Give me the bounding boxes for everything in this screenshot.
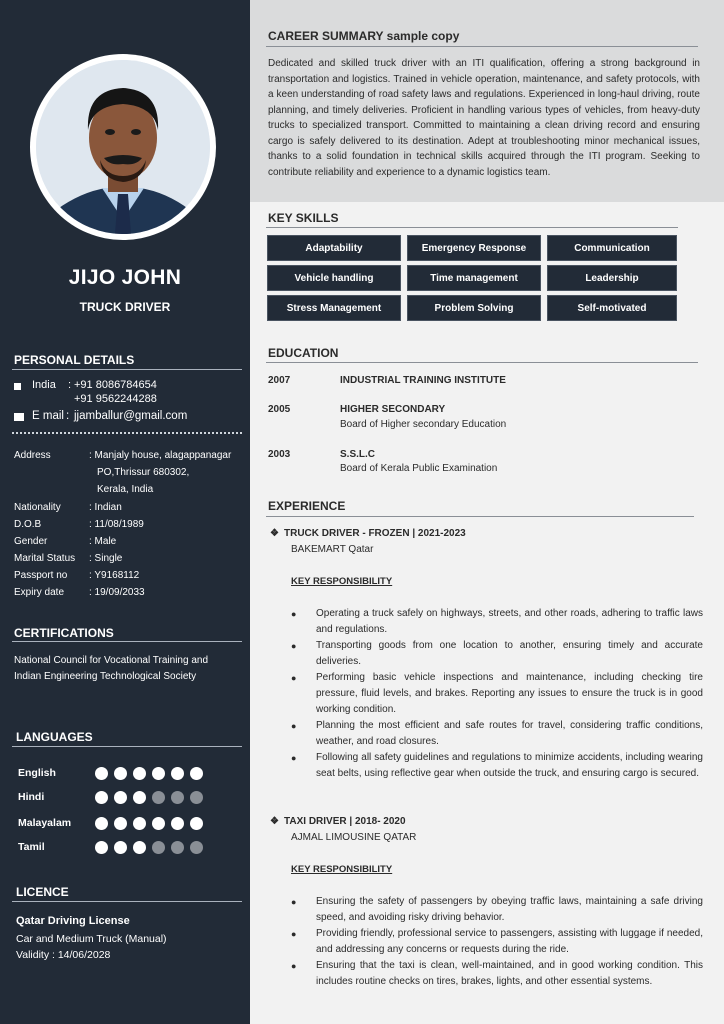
proficiency-dot — [133, 791, 146, 804]
responsibility-heading: KEY RESPONSIBILITY — [291, 864, 393, 875]
education-year: 2007 — [268, 375, 291, 386]
licence-type: Car and Medium Truck (Manual) — [16, 933, 167, 945]
proficiency-dot — [95, 841, 108, 854]
proficiency-dot — [114, 841, 127, 854]
detail-row: PO,Thrissur 680302, — [97, 467, 190, 478]
job-title: ❖ TRUCK DRIVER - FROZEN | 2021-2023 — [270, 528, 466, 539]
proficiency-dot — [114, 767, 127, 780]
detail-row: Marital Status : Single — [14, 553, 123, 564]
languages-heading: LANGUAGES — [16, 730, 93, 744]
education-title: HIGHER SECONDARY — [340, 404, 446, 415]
phone-icon — [14, 383, 21, 390]
responsibility-list — [291, 894, 703, 990]
licence-title: Qatar Driving License — [16, 915, 130, 927]
skills-heading: KEY SKILLS — [268, 211, 339, 225]
email-row — [14, 410, 187, 422]
proficiency-dot — [133, 841, 146, 854]
list-item: ● Ensuring that the taxi is clean, well-maintained, and in good working condition. This includes routine checks on tires, brakes, lights, and other essential systems. — [291, 958, 703, 990]
skill-badge: Emergency Response — [407, 235, 541, 261]
language-rating — [95, 817, 203, 830]
proficiency-dot — [190, 767, 203, 780]
divider — [266, 516, 694, 517]
proficiency-dot — [190, 841, 203, 854]
list-item: ● Operating a truck safely on highways, streets, and other roads, adhering to traffic laws and regulations. — [291, 606, 703, 638]
detail-row: Gender : Male — [14, 536, 117, 547]
education-title: S.S.L.C — [340, 449, 376, 460]
proficiency-dot — [133, 767, 146, 780]
candidate-name: JIJO JOHN — [68, 266, 182, 289]
divider — [12, 746, 242, 747]
skill-badge: Self-motivated — [547, 295, 677, 321]
language-rating — [95, 791, 203, 804]
proficiency-dot — [152, 841, 165, 854]
job-company: AJMAL LIMOUSINE QATAR — [291, 832, 417, 843]
phone-number-1[interactable]: +91 8086784654 — [74, 379, 157, 391]
education-board: Board of Higher secondary Education — [340, 419, 507, 430]
skills-grid — [267, 235, 675, 321]
divider — [266, 362, 698, 363]
list-item: ● Following all safety guidelines and regulations to minimize accidents, including wearing seat belts, using reflective gear when outside the truck, and ensuring cargo is secured. — [291, 750, 703, 782]
responsibility-heading: KEY RESPONSIBILITY — [291, 576, 393, 587]
language-name: Hindi — [18, 791, 45, 803]
education-year: 2005 — [268, 404, 291, 415]
diamond-icon: ❖ — [270, 816, 279, 827]
detail-row: Kerala, India — [97, 484, 154, 495]
language-name: English — [18, 767, 56, 779]
email-sep: : — [66, 410, 70, 422]
detail-row: Address : Manjaly house, alagappanagar — [14, 450, 232, 461]
education-heading: EDUCATION — [268, 346, 339, 360]
proficiency-dot — [114, 791, 127, 804]
education-title: INDUSTRIAL TRAINING INSTITUTE — [340, 375, 506, 386]
proficiency-dot — [95, 817, 108, 830]
phone-label: India — [32, 379, 56, 391]
email-icon — [14, 413, 24, 421]
detail-row: Passport no : Y9168112 — [14, 570, 140, 581]
proficiency-dot — [95, 791, 108, 804]
email-address[interactable]: jjamballur@gmail.com — [74, 410, 188, 422]
proficiency-dot — [152, 767, 165, 780]
certification-text: National Council for Vocational Training and Indian Engineering Technological Society — [14, 655, 209, 682]
skill-badge: Communication — [547, 235, 677, 261]
sidebar — [0, 0, 250, 1024]
detail-row: Nationality : Indian — [14, 502, 122, 513]
language-rating — [95, 767, 203, 780]
education-board: Board of Kerala Public Examination — [340, 463, 498, 474]
list-item: ● Providing friendly, professional service to passengers, assisting with luggage if needed, and addressing any concerns or requests during the ride. — [291, 926, 703, 958]
list-item: ● Ensuring the safety of passengers by obeying traffic laws, maintaining a safe driving speed, and avoiding risky driving behavior. — [291, 894, 703, 926]
divider — [266, 46, 698, 47]
language-name: Tamil — [18, 841, 45, 853]
proficiency-dot — [152, 791, 165, 804]
proficiency-dot — [152, 817, 165, 830]
skill-badge: Leadership — [547, 265, 677, 291]
summary-heading: CAREER SUMMARY sample copy — [268, 29, 460, 43]
licence-heading: LICENCE — [16, 885, 69, 899]
proficiency-dot — [171, 841, 184, 854]
skill-badge: Adaptability — [267, 235, 401, 261]
proficiency-dot — [133, 817, 146, 830]
list-item: ● Performing basic vehicle inspections and maintenance, including checking tire pressure, fluid levels, and brakes. Reporting any issues to ensure the truck is in good working condition. — [291, 670, 703, 718]
phone-row — [14, 379, 157, 405]
divider — [12, 369, 242, 370]
dotted-divider — [12, 432, 242, 434]
diamond-icon: ❖ — [270, 528, 279, 539]
proficiency-dot — [190, 817, 203, 830]
summary-text: Dedicated and skilled truck driver with an ITI qualification, offering a strong background in transportation and logistics. Trained in vehicle operation, maintenance, and safety protocols, with a keen understanding of road safety laws and regulations. Experienced in long-haul driving, route planning, and timely deliveries. Proficient in handling various types of vehicles, from heavy-duty trucks to specialized transport. Committed to maintaining a clean driving record and ensuring cargo is safely delivered to its destination. Adept at troubleshooting minor mechanical issues, thanks to a solid foundation in technical skills acquired through the ITI program. Seeking to contribute reliability and experience to a dynamic logistics team. — [268, 58, 700, 178]
proficiency-dot — [114, 817, 127, 830]
phone-number-2[interactable]: +91 9562244288 — [74, 393, 157, 405]
proficiency-dot — [171, 767, 184, 780]
detail-row: D.O.B : 11/08/1989 — [14, 519, 144, 530]
experience-heading: EXPERIENCE — [268, 499, 346, 513]
profile-photo — [36, 60, 210, 234]
job-title: ❖ TAXI DRIVER | 2018- 2020 — [270, 816, 406, 827]
divider — [266, 227, 678, 228]
proficiency-dot — [95, 767, 108, 780]
skill-badge: Stress Management — [267, 295, 401, 321]
divider — [12, 901, 242, 902]
list-item: ● Planning the most efficient and safe routes for travel, considering traffic conditions, weather, and road closures. — [291, 718, 703, 750]
skill-badge: Vehicle handling — [267, 265, 401, 291]
language-name: Malayalam — [18, 817, 72, 829]
detail-row: Expiry date : 19/09/2033 — [14, 587, 145, 598]
proficiency-dot — [171, 791, 184, 804]
personal-details-heading: PERSONAL DETAILS — [14, 353, 135, 367]
skill-badge: Time management — [407, 265, 541, 291]
proficiency-dot — [171, 817, 184, 830]
proficiency-dot — [190, 791, 203, 804]
responsibility-list — [291, 606, 703, 782]
education-year: 2003 — [268, 449, 291, 460]
certifications-heading: CERTIFICATIONS — [14, 626, 114, 640]
divider — [12, 641, 242, 642]
skill-badge: Problem Solving — [407, 295, 541, 321]
licence-validity: Validity : 14/06/2028 — [16, 949, 111, 961]
list-item: ● Transporting goods from one location to another, ensuring timely and accurate deliveries. — [291, 638, 703, 670]
job-company: BAKEMART Qatar — [291, 544, 374, 555]
email-label: E mail — [32, 410, 64, 422]
language-rating — [95, 841, 203, 854]
candidate-title: TRUCK DRIVER — [79, 300, 171, 314]
phone-sep: : — [68, 379, 72, 391]
